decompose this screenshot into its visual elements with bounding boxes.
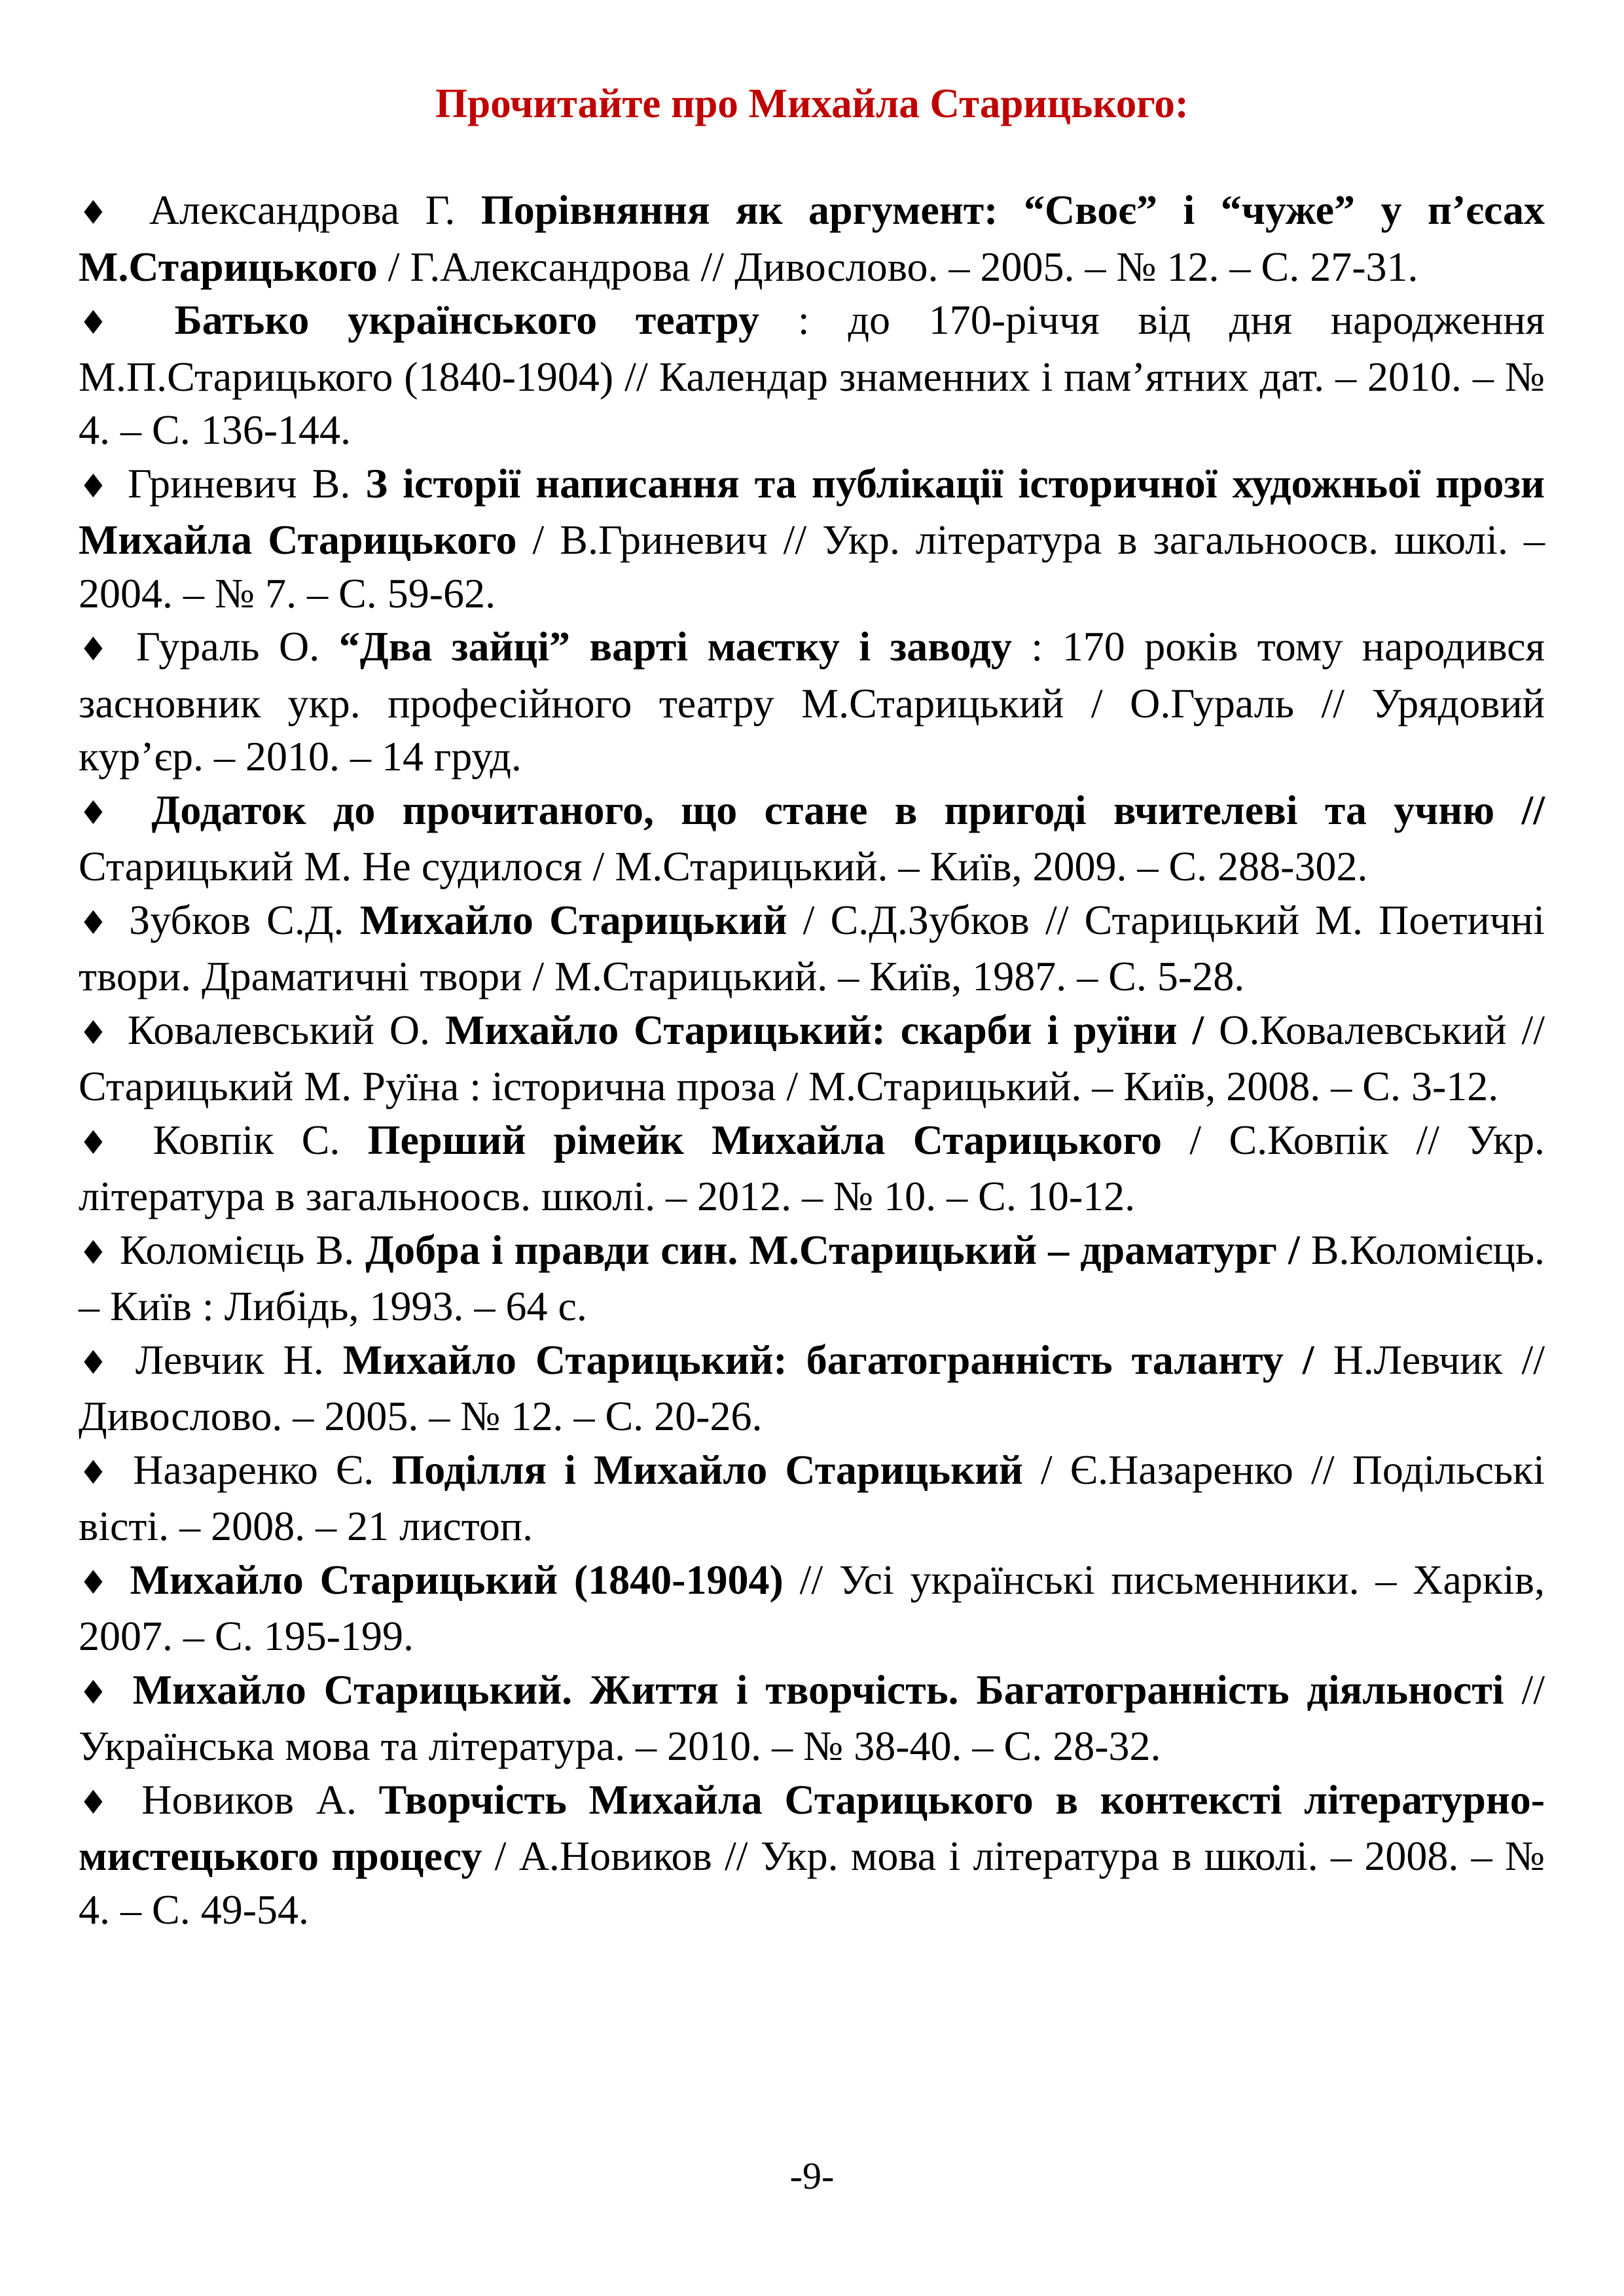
bibliography-entry: [79, 1333, 1545, 1443]
diamond-bullet-icon: ♦: [79, 467, 113, 505]
entry-author: Зубков С.Д.: [129, 896, 360, 943]
entry-details: / В.Гриневич // Укр. література в загальноосв. школі. – 2004. – № 7. – С. 59-62.: [79, 516, 1545, 617]
page-title: Прочитайте про Михайла Старицького:: [435, 81, 1189, 126]
entry-author: Новиков А.: [141, 1776, 379, 1823]
entry-title: Порівняння як аргумент: “Своє” і “чуже” у п’єсах М.Старицького: [79, 187, 1545, 290]
entry-author: Гураль О.: [135, 623, 339, 670]
diamond-bullet-icon: ♦: [79, 1563, 114, 1602]
entry-author: Ковпік С.: [153, 1116, 368, 1163]
entry-author: Александрова Г.: [149, 187, 481, 233]
page-number: -9-: [789, 2155, 835, 2197]
diamond-bullet-icon: ♦: [79, 1343, 117, 1382]
entry-title: Поділля і Михайло Старицький: [391, 1446, 1023, 1493]
entry-details: / Г.Александрова // Дивослово. – 2005. – № 12. – С. 27-31.: [377, 243, 1418, 290]
diamond-bullet-icon: ♦: [79, 304, 136, 342]
diamond-bullet-icon: ♦: [79, 1783, 120, 1821]
diamond-bullet-icon: ♦: [79, 630, 117, 668]
bibliography-entry: [79, 1773, 1545, 1937]
entry-title: Михайло Старицький. Життя і творчість. Багатогранність діяльності: [132, 1666, 1504, 1713]
bibliography-entry: [79, 1443, 1545, 1553]
entry-details: О.Ковалевський // Старицький М. Руїна : історична проза / М.Старицький. – Київ, 2008. – С. 3-12.: [79, 1006, 1545, 1109]
bibliography-list: [79, 183, 1545, 1936]
bibliography-entry: [79, 1553, 1545, 1663]
entry-details: / С.Д.Зубков // Старицький М. Поетичні твори. Драматичні твори / М.Старицький. – Київ, 1987. – С. 5-28.: [79, 896, 1545, 999]
diamond-bullet-icon: ♦: [79, 194, 124, 232]
entry-title: Добра і правди син. М.Старицький – драматург /: [365, 1226, 1300, 1273]
entry-details: Н.Левчик // Дивослово. – 2005. – № 12. – С. 20-26.: [79, 1336, 1545, 1439]
entry-author: Ковалевський О.: [127, 1006, 445, 1053]
entry-details: : до 170-річчя від дня народження М.П.Старицького (1840-1904) // Календар знаменних і пам’ятних дат. – 2010. – № 4. – С. 136-144.: [79, 296, 1545, 453]
entry-details: / А.Новиков // Укр. мова і література в школі. – 2008. – № 4. – С. 49-54.: [79, 1833, 1545, 1933]
bibliography-entry: [79, 1663, 1545, 1773]
bibliography-entry: [79, 620, 1545, 783]
entry-title: Творчість Михайла Старицького в контексті літературно-мистецького процесу: [79, 1776, 1545, 1879]
entry-title: Перший рімейк Михайла Старицького: [367, 1116, 1162, 1163]
bibliography-entry: [79, 457, 1545, 620]
entry-details: // Усі українські письменники. – Харків, 2007. – С. 195-199.: [79, 1556, 1545, 1659]
entry-title: “Два зайці” варті маєтку і заводу: [338, 623, 1012, 670]
entry-title: Додаток до прочитаного, що стане в пригоді вчителеві та учню //: [151, 786, 1545, 833]
bibliography-entry: [79, 1003, 1545, 1113]
entry-details: : 170 років тому народився засновник укр. професійного театру М.Старицький / О.Гураль // Урядовий кур’єр. – 2010. – 14 груд.: [79, 623, 1545, 780]
diamond-bullet-icon: ♦: [79, 1123, 126, 1162]
bibliography-entry: [79, 893, 1545, 1003]
diamond-bullet-icon: ♦: [79, 1673, 115, 1712]
entry-author: Коломієць В.: [119, 1226, 366, 1273]
entry-details: // Українська мова та література. – 2010. – № 38-40. – С. 28-32.: [79, 1666, 1545, 1769]
entry-author: Назаренко Є.: [133, 1446, 392, 1493]
entry-details: / С.Ковпік // Укр. література в загальноосв. школі. – 2012. – № 10. – С. 10-12.: [79, 1116, 1545, 1219]
entry-details: Старицький М. Не судилося / М.Старицький. – Київ, 2009. – С. 288-302.: [79, 843, 1368, 889]
diamond-bullet-icon: ♦: [79, 793, 125, 832]
diamond-bullet-icon: ♦: [79, 1013, 113, 1052]
entry-title: Михайло Старицький: [359, 896, 787, 943]
entry-title: Михайло Старицький: скарби і руїни /: [444, 1006, 1204, 1053]
entry-author: Гриневич В.: [128, 459, 366, 507]
entry-title: Батько українського театру: [174, 296, 760, 343]
entry-author: Левчик Н.: [135, 1336, 343, 1383]
bibliography-entry: [79, 783, 1545, 893]
entry-details: В.Коломієць. – Київ : Либідь, 1993. – 64 с.: [79, 1226, 1545, 1329]
entry-title: Михайло Старицький (1840-1904): [130, 1556, 784, 1603]
bibliography-entry: [79, 1223, 1545, 1333]
diamond-bullet-icon: ♦: [79, 1233, 109, 1272]
bibliography-entry: [79, 183, 1545, 293]
bibliography-entry: [79, 293, 1545, 457]
diamond-bullet-icon: ♦: [79, 1453, 115, 1492]
bibliography-entry: [79, 1113, 1545, 1223]
entry-title: Михайло Старицький: багатогранність таланту /: [342, 1336, 1314, 1383]
diamond-bullet-icon: ♦: [79, 903, 113, 942]
entry-title: З історії написання та публікації історичної художньої прози Михайла Старицького: [79, 459, 1545, 563]
entry-details: / Є.Назаренко // Подільські вісті. – 2008. – 21 листоп.: [79, 1446, 1545, 1549]
